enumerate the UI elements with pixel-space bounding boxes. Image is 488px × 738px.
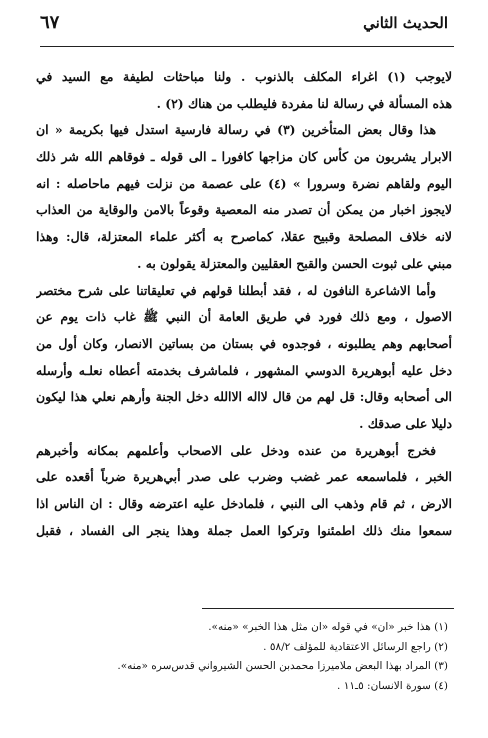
body-line: الاصول ، ومع ذلك فورد في طريق العامة أن النبي ﷺ غاب ذات يوم عن — [36, 309, 452, 325]
body-line: دخل عليه أبوهريرة الدوسي المشهور ، فلماشرف بخدمته أعطاه نعلـه وأرسله — [36, 362, 452, 378]
body-line: الابرار يشربون من كأس كان مزاجها كافورا ـ الى قوله ـ فوقاهم الله شر ذلك — [36, 149, 452, 165]
running-header-title: الحديث الثاني — [363, 14, 448, 32]
body-line: هذا وقال بعض المتأخرين (٣) في رسالة فارسية استدل فيها بكريمة « ان — [36, 122, 436, 138]
body-line: سمعوا منك ذلك اطمئنوا وتركوا العمل جملة وهذا ينجر الى الفساد ، فقبل — [36, 522, 452, 538]
footnote-item: (١) هذا خبر «ان» في قوله «ان مثل هذا الخبر» «منه». — [208, 621, 448, 633]
body-line: اليوم ولقاهم نضرة وسرورا » (٤) على عصمة من نزلت فيهم ماحاصله : انه — [36, 175, 452, 191]
body-text — [36, 64, 452, 544]
body-line: مبني على ثبوت الحسن والقبح العقليين والمعتزلة يقولون به . — [137, 255, 452, 271]
header-rule — [40, 46, 454, 47]
body-line: لايجوز اخبار من يمكن أن تصدر منه المعصية وقوعاً بالامن والوقاية من العذاب — [36, 202, 452, 218]
footnote-item: (٣) المراد بهذا البعض ملاميرزا محمدبن الحسن الشيرواني قدس‌سره «منه». — [117, 660, 448, 672]
body-line: فخرج أبوهريرة من عنده ودخل على الاصحاب وأعلمهم بمكانه وأخبرهم — [36, 442, 436, 458]
body-line: الخبر ، فلماسمعه عمر غضب وضرب على صدر أبي‌هريرة ضرباً أقعده على — [36, 469, 452, 485]
body-line: أصحابهم وهم يطلبونه ، فوجدوه في بستان من بساتين الانصار، وكان أول من — [36, 335, 452, 351]
page-number: ٦٧ — [40, 12, 60, 33]
footnotes — [117, 618, 448, 696]
footnote-item: (٢) راجع الرسائل الاعتقادية للمؤلف ٥٨/٢ . — [263, 640, 448, 653]
body-line: دليلا على صدقك . — [359, 415, 452, 431]
body-line: هذه المسألة في رسالة لنا مفردة فليطلب من هناك (٢) . — [156, 95, 452, 111]
body-line: الى أصحابه وقال: قل لهم من قال لااله الاالله دخل الجنة وأرهم نعلي هذا ليكون — [36, 389, 452, 405]
footnote-item: (٤) سورة الانسان: ٥ـ١١ . — [337, 679, 448, 692]
footnote-rule — [202, 608, 454, 609]
body-line: وأما الاشاعرة النافون له ، فقد أبطلنا قولهم في تعليقاتنا على شرح مختصر — [36, 282, 436, 298]
body-line: لايوجب (١) اغراء المكلف بالذنوب . ولنا مباحثات لطيفة مع السيد في — [36, 69, 452, 84]
body-line: الارض ، ثم قام وذهب الى النبي ، فلمادخل عليه اعترضه وقال : ان الناس اذا — [36, 496, 452, 511]
body-line: لانه خلاف المصلحة وقبيح عقلا، كماصرح به أكثر علماء المعتزلة، قال: وهذا — [36, 229, 452, 245]
